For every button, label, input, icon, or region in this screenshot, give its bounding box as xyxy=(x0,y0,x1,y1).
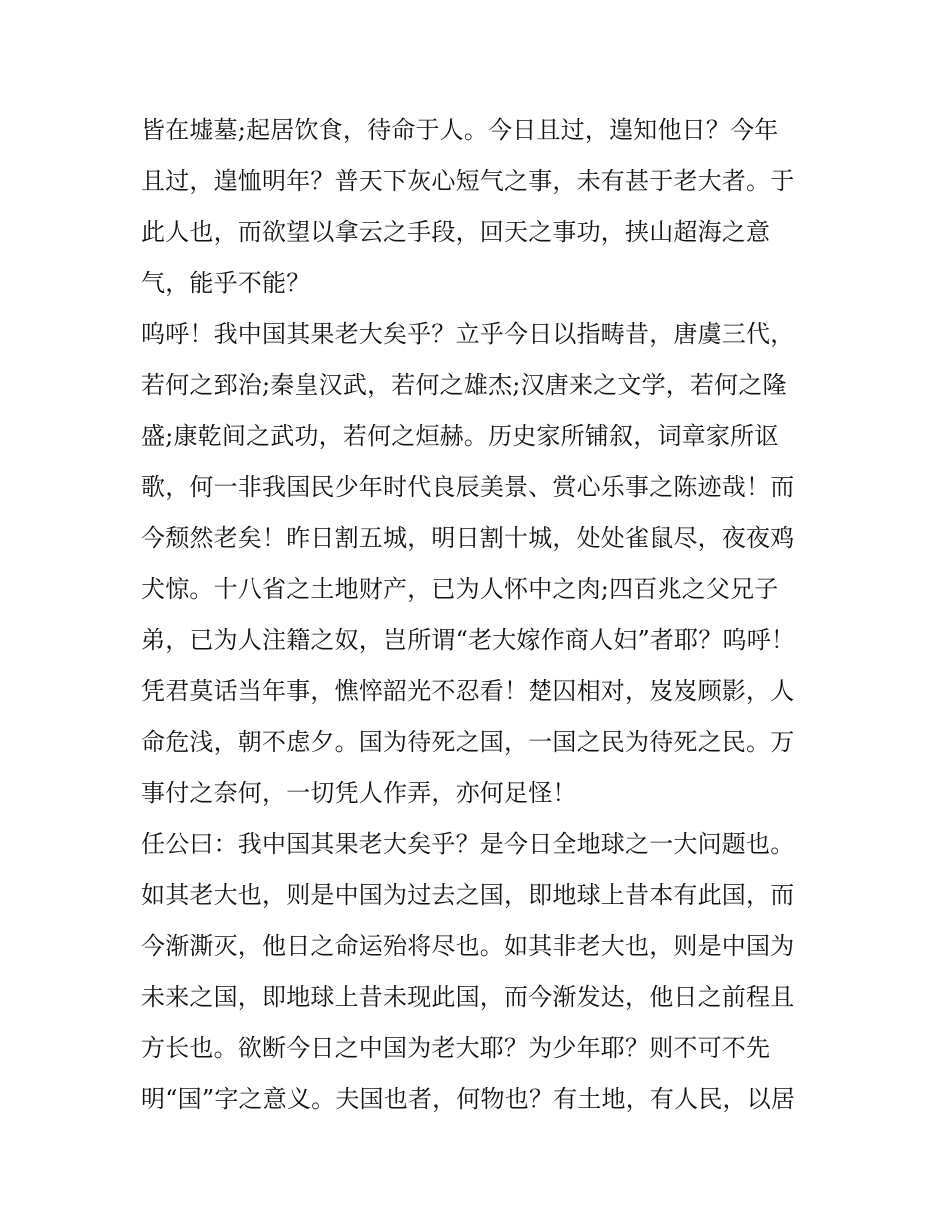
text-line: 犬惊。十八省之土地财产，已为人怀中之肉;四百兆之父兄子 xyxy=(141,575,779,603)
text-line: 歌，何一非我国民少年时代良辰美景、赏心乐事之陈迹哉！而 xyxy=(141,473,795,501)
text-line: 如其老大也，则是中国为过去之国，即地球上昔本有此国，而 xyxy=(141,881,795,909)
body-text xyxy=(141,105,821,1125)
text-line: 且过，遑恤明年？普天下灰心短气之事，未有甚于老大者。于 xyxy=(141,167,795,195)
text-line: 方长也。欲断今日之中国为老大耶？为少年耶？则不可不先 xyxy=(141,1034,771,1062)
text-line: 皆在墟墓;起居饮食，待命于人。今日且过，遑知他日？今年 xyxy=(141,116,779,144)
text-line: 今颓然老矣！昨日割五城，明日割十城，处处雀鼠尽，夜夜鸡 xyxy=(141,524,795,552)
text-line: 弟，已为人注籍之奴，岂所谓“老大嫁作商人妇”者耶？呜呼！ xyxy=(141,626,796,654)
text-line: 事付之奈何，一切凭人作弄，亦何足怪！ xyxy=(141,779,577,807)
text-line: 明“国”字之意义。夫国也者，何物也？有土地，有人民，以居 xyxy=(141,1085,796,1113)
text-line: 未来之国，即地球上昔未现此国，而今渐发达，他日之前程且 xyxy=(141,983,795,1011)
text-line: 呜呼！我中国其果老大矣乎？立乎今日以指畴昔，唐虞三代， xyxy=(141,320,795,348)
text-line: 命危浅，朝不虑夕。国为待死之国，一国之民为待死之民。万 xyxy=(141,728,795,756)
text-line: 气，能乎不能？ xyxy=(141,269,311,297)
text-line: 今渐澌灭，他日之命运殆将尽也。如其非老大也，则是中国为 xyxy=(141,932,795,960)
text-line: 此人也，而欲望以拿云之手段，回天之事功，挟山超海之意 xyxy=(141,218,771,246)
text-line: 若何之郅治;秦皇汉武，若何之雄杰;汉唐来之文学，若何之隆 xyxy=(141,371,787,399)
text-line: 凭君莫话当年事，憔悴韶光不忍看！楚囚相对，岌岌顾影，人 xyxy=(141,677,795,705)
text-line: 盛;康乾间之武功，若何之烜赫。历史家所铺叙，词章家所讴 xyxy=(141,422,779,450)
text-line: 任公曰：我中国其果老大矣乎？是今日全地球之一大问题也。 xyxy=(141,830,795,858)
